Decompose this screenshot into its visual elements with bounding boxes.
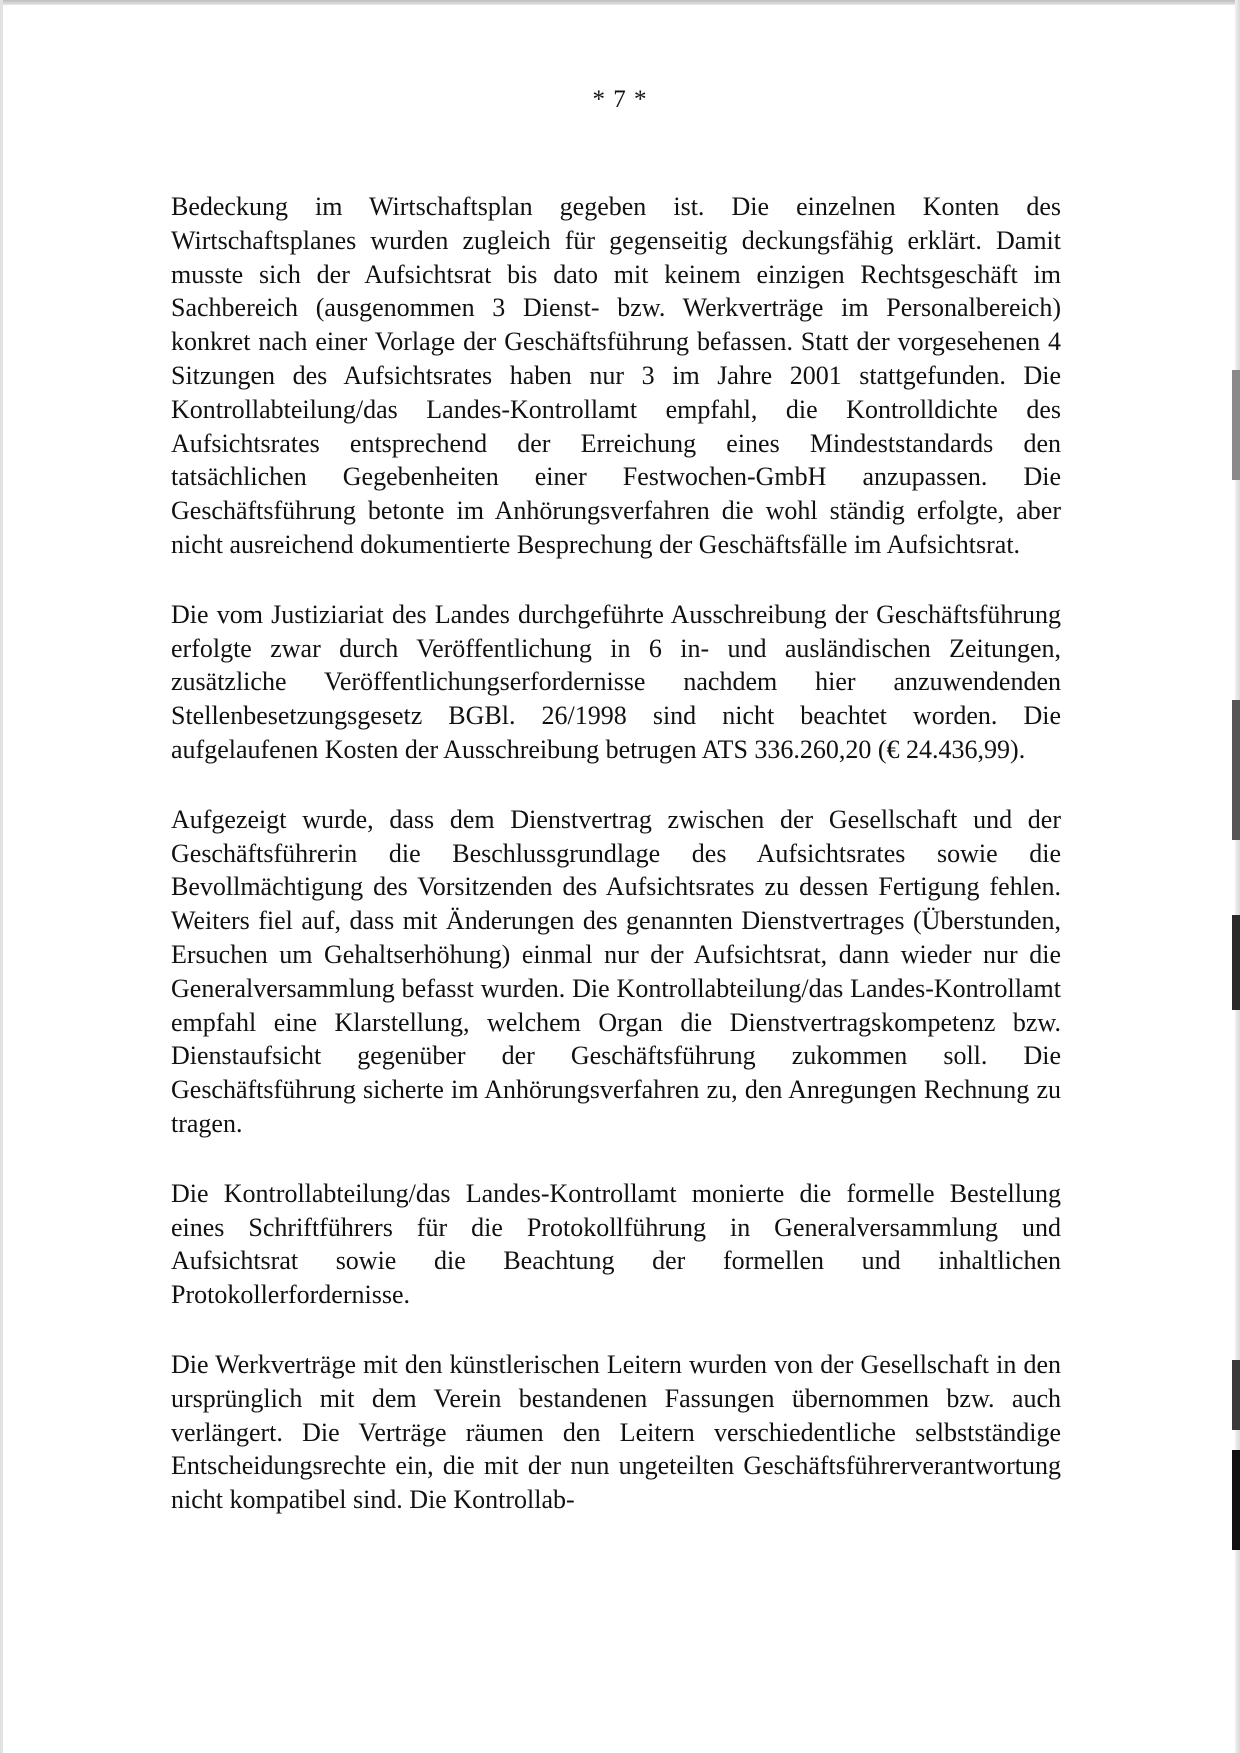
scan-edge-mark bbox=[1232, 1360, 1240, 1430]
paragraph-dienstvertrag: Aufgezeigt wurde, dass dem Dienstvertrag zwischen der Gesellschaft und der Geschäftsführerin die Beschlussgrundlage des Aufsichtsrates sowie die Bevollmächtigung des Vorsitzenden des Aufsichtsrates zu dessen Fertigung fehlen. Weiters fiel auf, dass mit Änderungen des genannten Dienstvertrages (Überstunden, Ersuchen um Gehaltserhöhung) einmal nur der Aufsichtsrat, dann wieder nur die Generalversammlung befasst wurden. Die Kontrollabteilung/das Landes-Kontrollamt empfahl eine Klarstellung, welchem Organ die Dienstvertragskompetenz bzw. Dienstaufsicht gegenüber der Geschäftsführung zukommen soll. Die Geschäftsführung sicherte im Anhörungsverfahren zu, den Anregungen Rechnung zu tragen. bbox=[171, 804, 1061, 1138]
scan-edge-mark bbox=[1232, 370, 1240, 480]
paragraph-protokollfuehrung: Die Kontrollabteilung/das Landes-Kontrollamt monierte die formelle Bestellung eines Schriftführers für die Protokollführung in Generalversammlung und Aufsichtsrat sowie die Beachtung der formellen und inhaltlichen Protokollerfordernisse. bbox=[171, 1178, 1061, 1310]
scan-edge-marks bbox=[1232, 0, 1240, 1753]
scan-edge-left bbox=[0, 0, 3, 1753]
page-number: * 7 * bbox=[592, 86, 648, 113]
document-body bbox=[171, 190, 1061, 1553]
scan-edge-mark bbox=[1232, 700, 1240, 840]
scan-edge-mark bbox=[1232, 1450, 1240, 1550]
scan-edge-mark bbox=[1232, 915, 1240, 1010]
paragraph-ausschreibung-geschaeftsfuehrung: Die vom Justiziariat des Landes durchgeführte Ausschreibung der Geschäftsführung erfolgte zwar durch Veröffentlichung in 6 in- und ausländischen Zeitungen, zusätzliche Veröffentlichungserfordernisse nachdem hier anzuwendenden Stellenbesetzungsgesetz BGBl. 26/1998 sind nicht beachtet worden. Die aufgelaufenen Kosten der Ausschreibung betrugen ATS 336.260,20 (€ 24.436,99). bbox=[171, 599, 1061, 764]
scan-edge-top bbox=[0, 0, 1240, 5]
paragraph-aufsichtsrat-kontrolldichte: Bedeckung im Wirtschaftsplan gegeben ist. Die einzelnen Konten des Wirtschaftsplanes wurden zugleich für gegenseitig deckungsfähig erklärt. Damit musste sich der Aufsichtsrat bis dato mit keinem einzigen Rechtsgeschäft im Sachbereich (ausgenommen 3 Dienst- bzw. Werkverträge im Personalbereich) konkret nach einer Vorlage der Geschäftsführung befassen. Statt der vorgesehenen 4 Sitzungen des Aufsichtsrates haben nur 3 im Jahre 2001 stattgefunden. Die Kontrollabteilung/das Landes-Kontrollamt empfahl, die Kontrolldichte des Aufsichtsrates entsprechend der Erreichung eines Mindeststandards den tatsächlichen Gegebenheiten einer Festwochen-GmbH anzupassen. Die Geschäftsführung betonte im Anhörungsverfahren die wohl ständig erfolgte, aber nicht ausreichend dokumentierte Besprechung der Geschäftsfälle im Aufsichtsrat. bbox=[171, 192, 1061, 559]
paragraph-werkvertraege: Die Werkverträge mit den künstlerischen Leitern wurden von der Gesellschaft in den ursprünglich mit dem Verein bestandenen Fassungen übernommen bzw. auch verlängert. Die Verträge räumen den Leitern verschiedentliche selbstständige Entscheidungsrechte ein, die mit der nun ungeteilten Geschäftsführerverantwortung nicht kompatibel sind. Die Kontrollab- bbox=[171, 1349, 1061, 1515]
